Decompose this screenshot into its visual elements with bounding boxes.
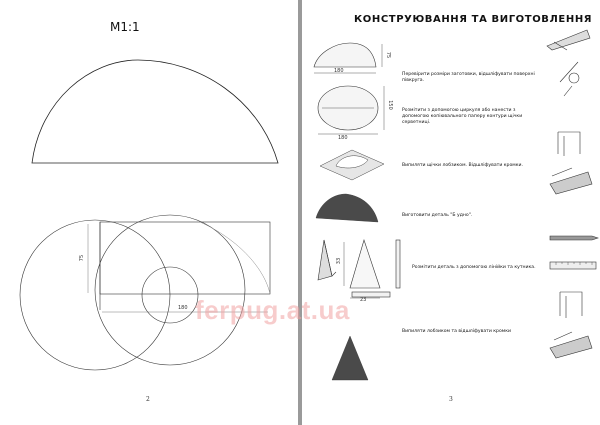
finished-triangle	[332, 336, 368, 380]
right-page	[302, 0, 600, 425]
watermark: ferpug.at.ua	[195, 295, 350, 325]
triangle-height-dim: 33	[336, 257, 343, 265]
cut-plate	[320, 150, 384, 180]
tool-icons	[547, 30, 598, 358]
step-4-text: Виготовити деталь "Б удно".	[402, 213, 473, 218]
half-disc-blank	[314, 43, 382, 73]
step-1-text: Перевірити розміри заготовки, відшліфувати поверхні півкруга.	[402, 72, 535, 83]
hand-saw-icon	[547, 30, 590, 50]
oval-blank	[318, 86, 384, 134]
oval-width-dim: 180	[338, 135, 348, 141]
width-dimension: 180	[178, 305, 188, 311]
fret-saw-icon	[558, 132, 580, 156]
triangle-parts	[318, 240, 400, 298]
finished-half-disc	[316, 194, 378, 222]
step-5-text: Розмітити деталь з допомогою лінійки та кутника.	[412, 265, 536, 270]
half-disc-height-dim: 75	[385, 51, 392, 59]
construction-drawing	[20, 215, 270, 370]
step-6-text: Випиляти лобзиком та відшліфувати кромки	[402, 329, 512, 334]
pencil-icon	[550, 236, 598, 240]
triangle-base-dim: 23	[360, 297, 367, 303]
template-drawing	[0, 0, 298, 425]
step-3-text: Випиляти щічки лобзиком. Відшліфувати кромки.	[402, 163, 523, 168]
sawing-hands-icon	[550, 168, 592, 194]
half-disc-outline	[32, 60, 278, 163]
step-2-text: Розмітити з допомогою циркуля або нанести з допомогою копіювального паперу контури щічки серветниці.	[402, 108, 523, 125]
filing-hands-icon	[550, 332, 592, 358]
section-heading: КОНСТРУЮВАННЯ ТА ВИГОТОВЛЕННЯ	[354, 14, 593, 25]
page-number: 3	[449, 396, 453, 403]
left-page	[0, 0, 298, 425]
hand-drill-icon	[560, 62, 579, 96]
height-dimension: 75	[79, 254, 86, 262]
fret-saw-icon-2	[560, 292, 582, 318]
scale-label: M1:1	[110, 20, 140, 34]
half-disc-width-dim: 180	[334, 68, 344, 74]
oval-height-dim: 150	[386, 100, 393, 110]
ruler-icon	[550, 262, 596, 269]
page-number: 2	[146, 396, 150, 403]
